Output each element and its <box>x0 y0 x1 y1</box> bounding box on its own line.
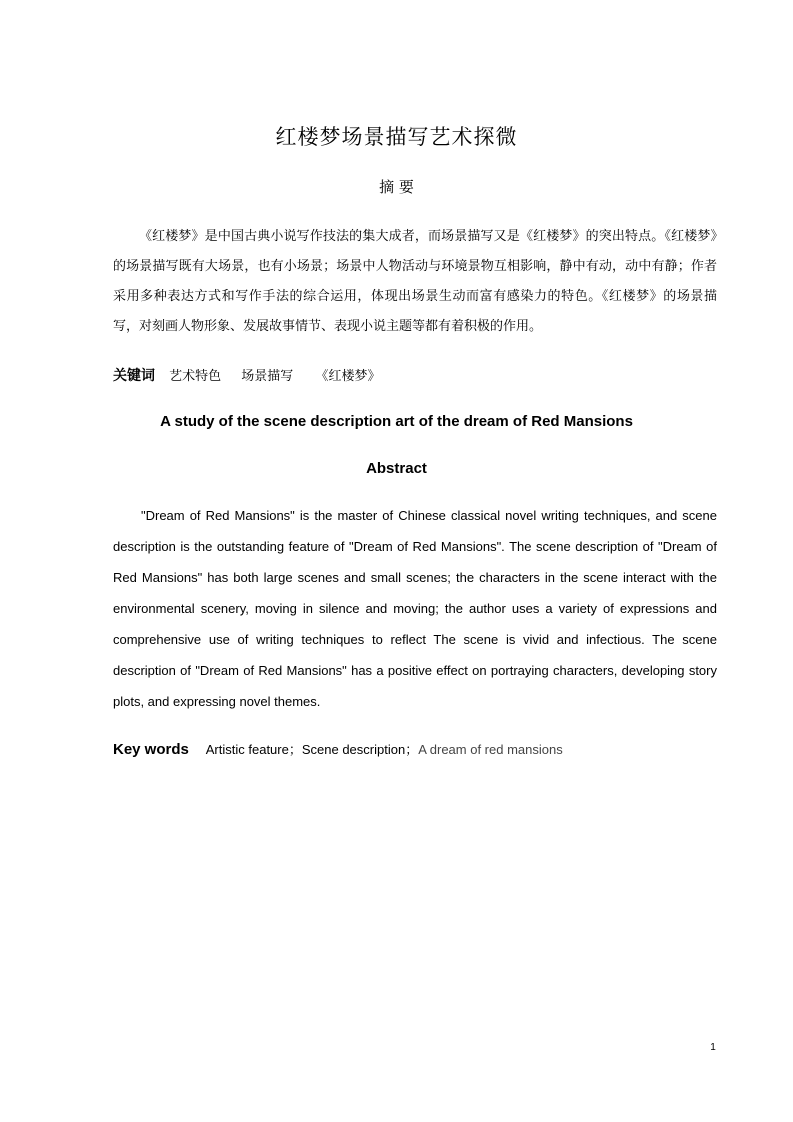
english-keyword: Scene description； <box>301 742 419 757</box>
english-keyword: Artistic feature； <box>205 742 302 757</box>
chinese-abstract-heading: 摘 要 <box>379 178 414 196</box>
page-number: 1 <box>710 1042 716 1053</box>
english-title: A study of the scene description art of the dream of Red Mansions <box>160 413 633 430</box>
chinese-keyword: 场景描写 <box>241 369 294 384</box>
chinese-abstract-body: 《红楼梦》是中国古典小说写作技法的集大成者，而场景描写又是《红楼梦》的突出特点。《红楼梦》的场景描写既有大场景，也有小场景；场景中人物活动与环境景物互相影响，静中有动，动中有静；作者采用多种表达方式和写作手法的综合运用，体现出场景生动而富有感染力的特色。《红楼梦》的场景描写，对刻画人物形象、发展故事情节、表现小说主题等都有着积极的作用。 <box>113 229 717 334</box>
chinese-keyword: 《红楼梦》 <box>315 369 381 384</box>
chinese-title: 红楼梦场景描写艺术探微 <box>275 125 518 149</box>
chinese-keywords <box>113 364 717 389</box>
english-keyword: A dream of red mansions <box>418 742 563 757</box>
english-keywords-label: Key words <box>113 741 189 758</box>
chinese-keywords-label: 关键词 <box>113 368 155 384</box>
english-abstract-heading: Abstract <box>366 460 427 477</box>
english-abstract-body: "Dream of Red Mansions" is the master of Chinese classical novel writing techniques, and scene description is the outstanding feature of "Dream of Red Mansions". The scene description of "Dream of Red Mansions" has both large scenes and small scenes; the characters in the scene interact with the environmental scenery, moving in silence and moving; the author uses a variety of expressions and comprehensive use of writing techniques to reflect The scene is vivid and infectious. The scene description of "Dream of Red Mansions" has a positive effect on portraying characters, developing story plots, and expressing novel themes. <box>113 508 717 709</box>
chinese-keyword: 艺术特色 <box>169 369 222 384</box>
english-keywords <box>113 737 717 763</box>
